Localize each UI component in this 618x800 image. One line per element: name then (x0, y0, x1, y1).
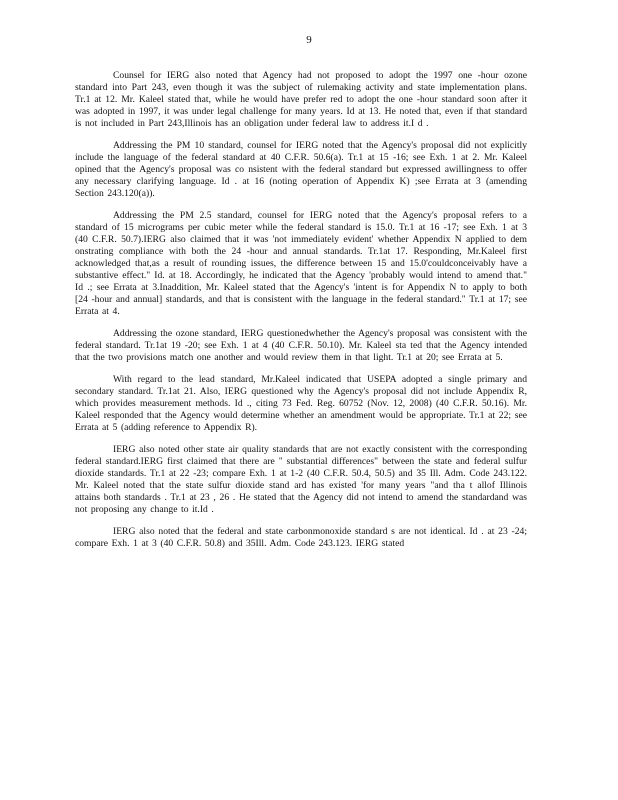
body-text (75, 70, 527, 560)
paragraph-lead-standard: With regard to the lead standard, Mr.Kaleel indicated that USEPA adopted a single primary and secondary standard. Tr.1at 21. Also, IERG questioned why the Agency's proposal did not include Appendix R, which provides measurement methods. Id ., citing 73 Fed. Reg. 60752 (Nov. 12, 2008) (40 C.F.R. 50.16). Mr. Kaleel responded that the Agency would determine whether an amendment would be appropriate. Tr.1 at 22; see Errata at 5 (adding reference to Appendix R). (75, 374, 527, 433)
paragraph-sulfur-dioxide: IERG also noted other state air quality standards that are not exactly consistent with the corresponding federal standard.IERG first claimed that there are '' substantial differences" between the state and federal sulfur dioxide standards. Tr.1 at 22 -23; compare Exh. 1 at 1-2 (40 C.F.R. 50.4, 50.5) and 35 Ill. Adm. Code 243.122. Mr. Kaleel noted that the state sulfur dioxide stand ard has existed 'for many years "and tha t allof Illinois attains both standards . Tr.1 at 23 , 26 . He stated that the Agency did not intend to amend the standardand was not proposing any change to it.Id . (75, 444, 527, 515)
paragraph-agency-ozone-one-hour: Counsel for IERG also noted that Agency had not proposed to adopt the 1997 one -hour ozone standard into Part 243, even though it was the subject of rulemaking activity and state implementation plans. Tr.1 at 12. Mr. Kaleel stated that, while he would have prefer red to adopt the one -hour standard soon after it was adopted in 1997, it was under legal challenge for many years. Id at 13. He noted that, even if that standard is not included in Part 243,Illinois has an obligation under federal law to address it.I d . (75, 70, 527, 129)
paragraph-carbon-monoxide: IERG also noted that the federal and state carbonmonoxide standard s are not identical. Id . at 23 -24; compare Exh. 1 at 3 (40 C.F.R. 50.8) and 35Ill. Adm. Code 243.123. IERG stated (75, 526, 527, 549)
paragraph-ozone-standard: Addressing the ozone standard, IERG questionedwhether the Agency's proposal was consistent with the federal standard. Tr.1at 19 -20; see Exh. 1 at 4 (40 C.F.R. 50.10). Mr. Kaleel sta ted that the Agency intended that the two provisions match one another and would review them in that light. Tr.1 at 20; see Errata at 5. (75, 328, 527, 363)
paragraph-pm25-standard: Addressing the PM 2.5 standard, counsel for IERG noted that the Agency's proposal refers to a standard of 15 micrograms per cubic meter while the federal standard is 15.0. Tr.1 at 16 -17; see Exh. 1 at 3 (40 C.F.R. 50.7).IERG also claimed that it was 'not immediately evident' whether Appendix N applied to dem onstrating compliance with both the 24 -hour and annual standards. Tr.1at 17. Responding, Mr.Kaleel first acknowledged that,as a result of rounding issues, the difference between 15 and 15.0'couldconceivably have a substantive effect." Id. at 18. Accordingly, he indicated that the Agency 'probably would intend to amend that." Id .; see Errata at 3.Inaddition, Mr. Kaleel stated that the Agency's 'intent is for Appendix N to apply to both [24 -hour and annual] standards, and that is consistent with the language in the federal standard." Tr.1 at 17; see Errata at 4. (75, 210, 527, 317)
page-number: 9 (306, 34, 312, 46)
paragraph-pm10-standard: Addressing the PM 10 standard, counsel for IERG noted that the Agency's proposal did not explicitly include the language of the federal standard at 40 C.F.R. 50.6(a). Tr.1 at 15 -16; see Exh. 1 at 2. Mr. Kaleel opined that the Agency's proposal was co nsistent with the federal standard but expressed awillingness to offer any necessary clarifying language. Id . at 16 (noting operation of Appendix K) ;see Errata at 3 (amending Section 243.120(a)). (75, 140, 527, 199)
